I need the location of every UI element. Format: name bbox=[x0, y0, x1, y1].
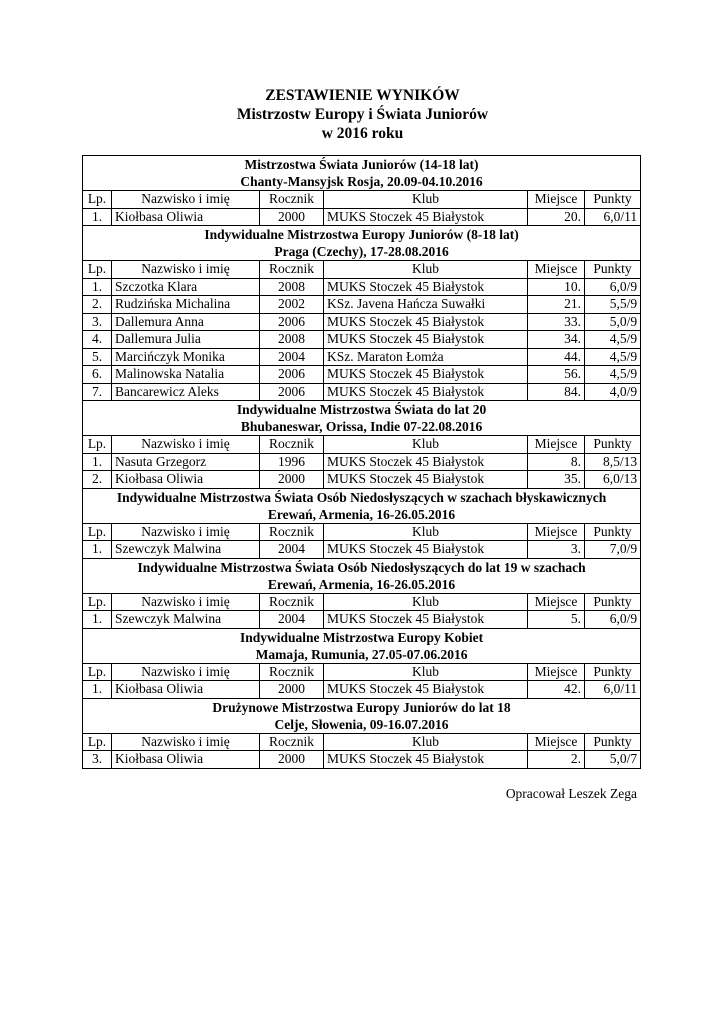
cell-place: 2. bbox=[528, 751, 585, 769]
cell-year: 2000 bbox=[260, 681, 324, 699]
section-subtitle: Erewań, Armenia, 16-26.05.2016 bbox=[267, 506, 456, 522]
cell-year: 2006 bbox=[260, 383, 324, 401]
cell-place: 3. bbox=[528, 541, 585, 559]
cell-name: Bancarewicz Aleks bbox=[112, 383, 260, 401]
column-lp-header: Lp. bbox=[83, 261, 112, 279]
section-title: Indywidualne Mistrzostwa Europy Kobiet bbox=[239, 629, 484, 645]
title-line-3: w 2016 roku bbox=[321, 125, 404, 142]
cell-lp: 1. bbox=[83, 278, 112, 296]
cell-points: 4,5/9 bbox=[585, 331, 641, 349]
cell-year: 2000 bbox=[260, 471, 324, 489]
table-row bbox=[83, 541, 641, 559]
cell-points: 5,0/9 bbox=[585, 313, 641, 331]
table-row bbox=[83, 331, 641, 349]
section-subtitle: Celje, Słowenia, 09-16.07.2016 bbox=[274, 716, 449, 732]
cell-year: 1996 bbox=[260, 453, 324, 471]
column-lp-header: Lp. bbox=[83, 191, 112, 209]
cell-name: Kiołbasa Oliwia bbox=[112, 751, 260, 769]
column-place-header: Miejsce bbox=[528, 733, 585, 751]
cell-points: 6,0/9 bbox=[585, 611, 641, 629]
section-header bbox=[83, 488, 641, 523]
column-points-header: Punkty bbox=[585, 523, 641, 541]
column-name-header: Nazwisko i imię bbox=[112, 523, 260, 541]
cell-year: 2000 bbox=[260, 751, 324, 769]
column-club-header: Klub bbox=[324, 191, 528, 209]
cell-points: 4,0/9 bbox=[585, 383, 641, 401]
column-header-row bbox=[83, 436, 641, 454]
cell-club: KSz. Javena Hańcza Suwałki bbox=[324, 296, 528, 314]
column-club-header: Klub bbox=[324, 261, 528, 279]
column-year-header: Rocznik bbox=[260, 191, 324, 209]
column-place-header: Miejsce bbox=[528, 663, 585, 681]
column-place-header: Miejsce bbox=[528, 436, 585, 454]
section-title: Indywidualne Mistrzostwa Świata do lat 20 bbox=[236, 402, 487, 417]
column-name-header: Nazwisko i imię bbox=[112, 593, 260, 611]
table-row bbox=[83, 208, 641, 226]
cell-place: 35. bbox=[528, 471, 585, 489]
column-name-header: Nazwisko i imię bbox=[112, 663, 260, 681]
title-line-1: ZESTAWIENIE WYNIKÓW bbox=[265, 87, 460, 104]
cell-place: 5. bbox=[528, 611, 585, 629]
cell-lp: 1. bbox=[83, 541, 112, 559]
section-title: Indywidualne Mistrzostwa Europy Juniorów (8-18 lat) bbox=[204, 227, 519, 242]
cell-lp: 6. bbox=[83, 366, 112, 384]
cell-club: MUKS Stoczek 45 Białystok bbox=[324, 751, 528, 769]
column-lp-header: Lp. bbox=[83, 523, 112, 541]
cell-points: 6,0/11 bbox=[585, 208, 641, 226]
table-row bbox=[83, 348, 641, 366]
cell-place: 33. bbox=[528, 313, 585, 331]
cell-name: Malinowska Natalia bbox=[112, 366, 260, 384]
cell-points: 5,0/7 bbox=[585, 751, 641, 769]
table-row bbox=[83, 471, 641, 489]
table-row bbox=[83, 681, 641, 699]
cell-lp: 1. bbox=[83, 681, 112, 699]
section-subtitle: Mamaja, Rumunia, 27.05-07.06.2016 bbox=[255, 646, 468, 662]
section-subtitle: Praga (Czechy), 17-28.08.2016 bbox=[274, 244, 449, 259]
section-header bbox=[83, 156, 641, 191]
section-heading bbox=[83, 401, 641, 436]
column-club-header: Klub bbox=[324, 733, 528, 751]
cell-place: 84. bbox=[528, 383, 585, 401]
cell-club: MUKS Stoczek 45 Białystok bbox=[324, 681, 528, 699]
cell-club: MUKS Stoczek 45 Białystok bbox=[324, 278, 528, 296]
cell-name: Nasuta Grzegorz bbox=[112, 453, 260, 471]
section-title: Indywidualne Mistrzostwa Świata Osób Niedosłyszących w szachach błyskawicznych bbox=[116, 489, 607, 505]
cell-name: Marcińczyk Monika bbox=[112, 348, 260, 366]
cell-year: 2002 bbox=[260, 296, 324, 314]
table-row bbox=[83, 383, 641, 401]
cell-year: 2006 bbox=[260, 366, 324, 384]
cell-place: 56. bbox=[528, 366, 585, 384]
cell-club: MUKS Stoczek 45 Białystok bbox=[324, 331, 528, 349]
cell-year: 2008 bbox=[260, 278, 324, 296]
cell-name: Kiołbasa Oliwia bbox=[112, 471, 260, 489]
cell-name: Dallemura Julia bbox=[112, 331, 260, 349]
cell-place: 44. bbox=[528, 348, 585, 366]
column-points-header: Punkty bbox=[585, 593, 641, 611]
section-heading bbox=[83, 156, 641, 191]
section-header bbox=[83, 226, 641, 261]
column-name-header: Nazwisko i imię bbox=[112, 191, 260, 209]
results-table bbox=[82, 155, 641, 769]
section-heading bbox=[83, 226, 641, 261]
cell-lp: 3. bbox=[83, 313, 112, 331]
table-row bbox=[83, 313, 641, 331]
section-heading bbox=[83, 698, 641, 733]
section-header bbox=[83, 628, 641, 663]
results-table-body bbox=[83, 156, 641, 769]
cell-club: MUKS Stoczek 45 Białystok bbox=[324, 208, 528, 226]
cell-club: MUKS Stoczek 45 Białystok bbox=[324, 471, 528, 489]
section-heading bbox=[83, 558, 641, 593]
column-club-header: Klub bbox=[324, 436, 528, 454]
column-header-row bbox=[83, 733, 641, 751]
cell-club: MUKS Stoczek 45 Białystok bbox=[324, 611, 528, 629]
column-lp-header: Lp. bbox=[83, 663, 112, 681]
cell-points: 6,0/13 bbox=[585, 471, 641, 489]
cell-points: 4,5/9 bbox=[585, 366, 641, 384]
cell-lp: 2. bbox=[83, 296, 112, 314]
cell-lp: 1. bbox=[83, 453, 112, 471]
column-club-header: Klub bbox=[324, 593, 528, 611]
cell-points: 7,0/9 bbox=[585, 541, 641, 559]
cell-points: 4,5/9 bbox=[585, 348, 641, 366]
section-heading bbox=[83, 488, 641, 523]
column-name-header: Nazwisko i imię bbox=[112, 733, 260, 751]
column-place-header: Miejsce bbox=[528, 261, 585, 279]
cell-points: 6,0/11 bbox=[585, 681, 641, 699]
column-points-header: Punkty bbox=[585, 663, 641, 681]
cell-name: Kiołbasa Oliwia bbox=[112, 681, 260, 699]
section-subtitle: Bhubaneswar, Orissa, Indie 07-22.08.2016 bbox=[240, 419, 483, 434]
cell-year: 2004 bbox=[260, 541, 324, 559]
document-title bbox=[0, 86, 725, 143]
column-club-header: Klub bbox=[324, 523, 528, 541]
column-name-header: Nazwisko i imię bbox=[112, 436, 260, 454]
cell-lp: 2. bbox=[83, 471, 112, 489]
cell-club: KSz. Maraton Łomża bbox=[324, 348, 528, 366]
column-points-header: Punkty bbox=[585, 191, 641, 209]
cell-place: 34. bbox=[528, 331, 585, 349]
cell-year: 2008 bbox=[260, 331, 324, 349]
cell-name: Szewczyk Malwina bbox=[112, 611, 260, 629]
column-points-header: Punkty bbox=[585, 733, 641, 751]
cell-club: MUKS Stoczek 45 Białystok bbox=[324, 383, 528, 401]
column-header-row bbox=[83, 261, 641, 279]
section-subtitle: Chanty-Mansyjsk Rosja, 20.09-04.10.2016 bbox=[240, 174, 483, 189]
cell-year: 2006 bbox=[260, 313, 324, 331]
cell-club: MUKS Stoczek 45 Białystok bbox=[324, 541, 528, 559]
section-title: Drużynowe Mistrzostwa Europy Juniorów do lat 18 bbox=[212, 699, 511, 715]
column-year-header: Rocznik bbox=[260, 593, 324, 611]
column-header-row bbox=[83, 523, 641, 541]
cell-club: MUKS Stoczek 45 Białystok bbox=[324, 366, 528, 384]
column-lp-header: Lp. bbox=[83, 436, 112, 454]
cell-name: Szewczyk Malwina bbox=[112, 541, 260, 559]
section-title: Mistrzostwa Świata Juniorów (14-18 lat) bbox=[244, 157, 479, 172]
section-header bbox=[83, 558, 641, 593]
section-title: Indywidualne Mistrzostwa Świata Osób Niedosłyszących do lat 19 w szachach bbox=[137, 559, 586, 575]
column-header-row bbox=[83, 191, 641, 209]
column-year-header: Rocznik bbox=[260, 261, 324, 279]
cell-name: Rudzińska Michalina bbox=[112, 296, 260, 314]
column-header-row bbox=[83, 663, 641, 681]
cell-lp: 1. bbox=[83, 208, 112, 226]
column-year-header: Rocznik bbox=[260, 436, 324, 454]
section-header bbox=[83, 401, 641, 436]
cell-place: 20. bbox=[528, 208, 585, 226]
section-heading bbox=[83, 628, 641, 663]
table-row bbox=[83, 611, 641, 629]
table-row bbox=[83, 751, 641, 769]
column-lp-header: Lp. bbox=[83, 593, 112, 611]
column-year-header: Rocznik bbox=[260, 733, 324, 751]
cell-lp: 4. bbox=[83, 331, 112, 349]
column-club-header: Klub bbox=[324, 663, 528, 681]
cell-place: 21. bbox=[528, 296, 585, 314]
section-subtitle: Erewań, Armenia, 16-26.05.2016 bbox=[267, 576, 456, 592]
cell-lp: 7. bbox=[83, 383, 112, 401]
cell-lp: 3. bbox=[83, 751, 112, 769]
table-row bbox=[83, 296, 641, 314]
cell-points: 6,0/9 bbox=[585, 278, 641, 296]
column-points-header: Punkty bbox=[585, 436, 641, 454]
column-name-header: Nazwisko i imię bbox=[112, 261, 260, 279]
title-line-2: Mistrzostw Europy i Świata Juniorów bbox=[236, 106, 489, 123]
cell-year: 2004 bbox=[260, 611, 324, 629]
column-place-header: Miejsce bbox=[528, 593, 585, 611]
table-row bbox=[83, 278, 641, 296]
column-points-header: Punkty bbox=[585, 261, 641, 279]
author-note: Opracował Leszek Zega bbox=[505, 786, 637, 801]
cell-club: MUKS Stoczek 45 Białystok bbox=[324, 313, 528, 331]
column-place-header: Miejsce bbox=[528, 191, 585, 209]
cell-lp: 5. bbox=[83, 348, 112, 366]
column-header-row bbox=[83, 593, 641, 611]
column-place-header: Miejsce bbox=[528, 523, 585, 541]
cell-lp: 1. bbox=[83, 611, 112, 629]
cell-points: 5,5/9 bbox=[585, 296, 641, 314]
table-row bbox=[83, 453, 641, 471]
cell-place: 10. bbox=[528, 278, 585, 296]
cell-name: Szczotka Klara bbox=[112, 278, 260, 296]
cell-place: 42. bbox=[528, 681, 585, 699]
cell-name: Kiołbasa Oliwia bbox=[112, 208, 260, 226]
column-year-header: Rocznik bbox=[260, 523, 324, 541]
cell-place: 8. bbox=[528, 453, 585, 471]
column-lp-header: Lp. bbox=[83, 733, 112, 751]
cell-club: MUKS Stoczek 45 Białystok bbox=[324, 453, 528, 471]
table-row bbox=[83, 366, 641, 384]
cell-year: 2000 bbox=[260, 208, 324, 226]
cell-points: 8,5/13 bbox=[585, 453, 641, 471]
section-header bbox=[83, 698, 641, 733]
column-year-header: Rocznik bbox=[260, 663, 324, 681]
cell-year: 2004 bbox=[260, 348, 324, 366]
cell-name: Dallemura Anna bbox=[112, 313, 260, 331]
